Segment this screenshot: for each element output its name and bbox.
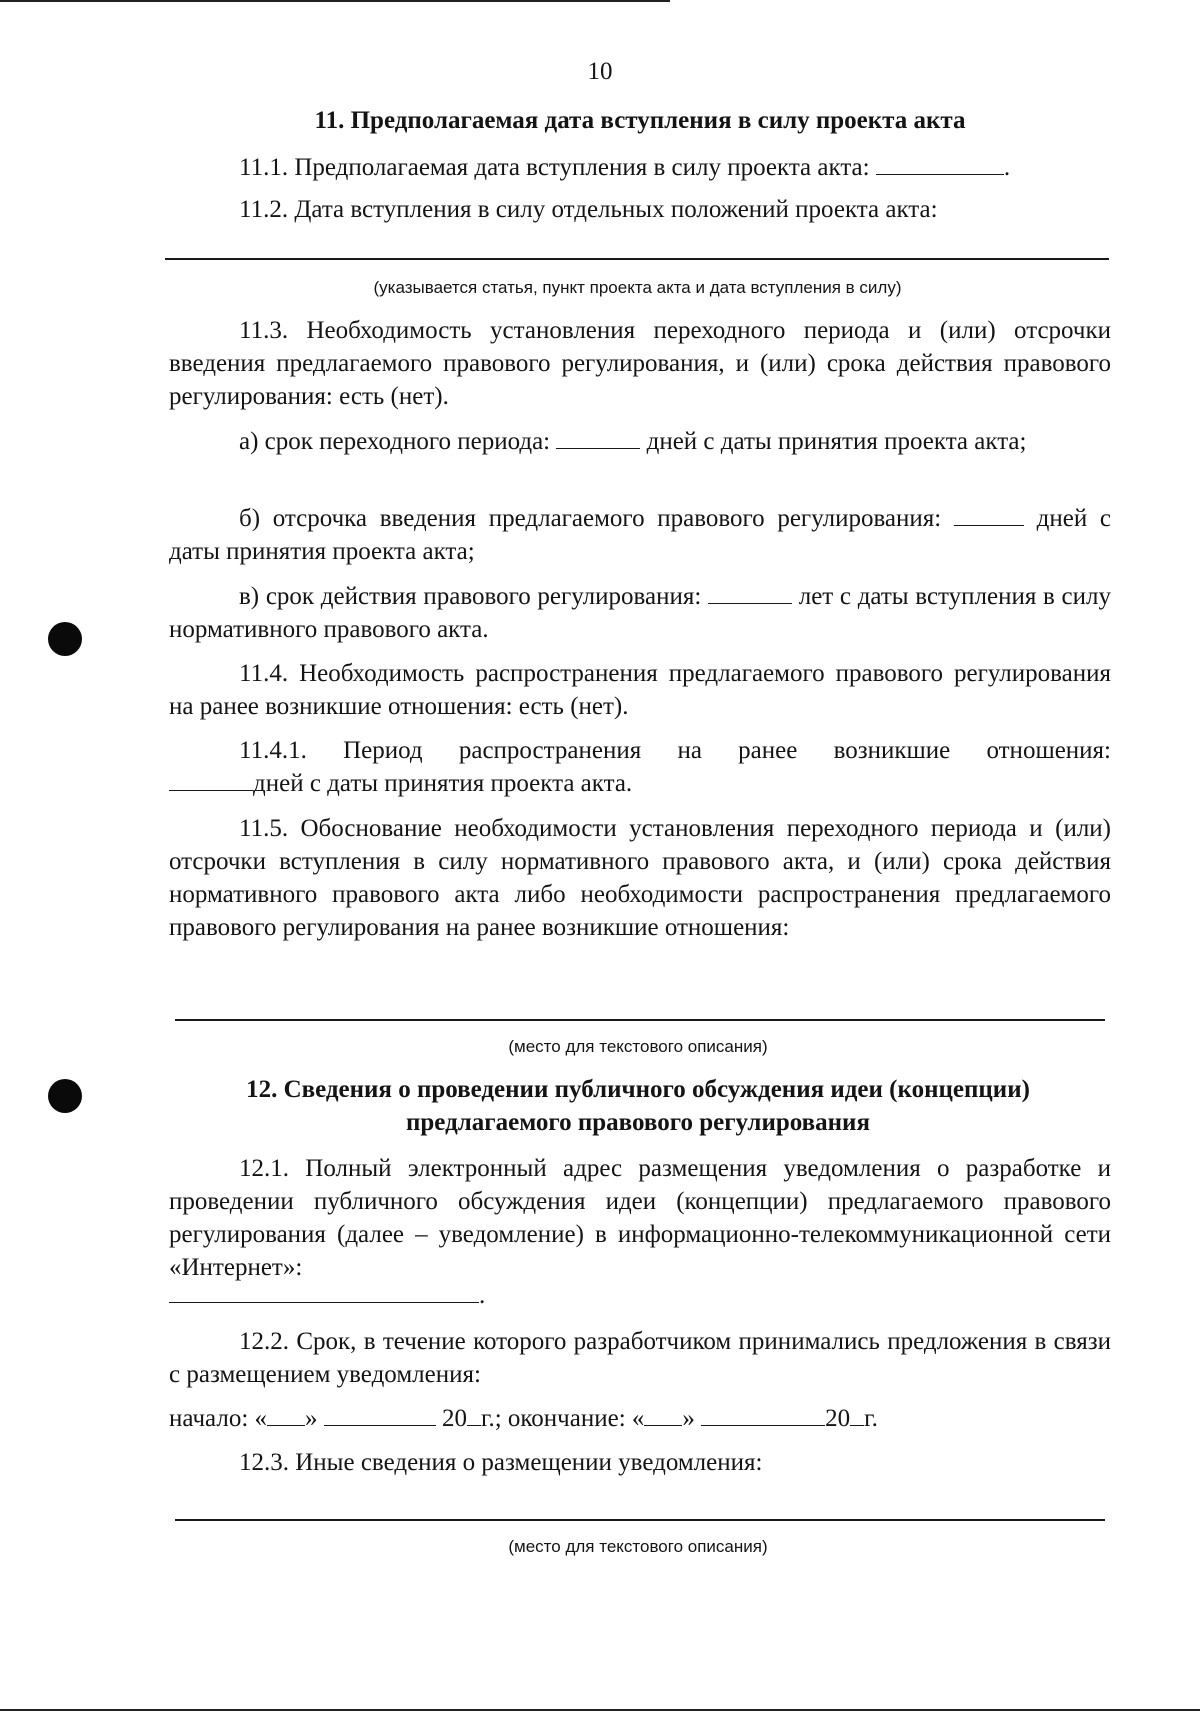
item-11-1-end: . bbox=[1003, 154, 1011, 181]
rule-11-5 bbox=[175, 1019, 1105, 1021]
item-11-4: 11.4. Необходимость распространения предлагаемого правового регулирования на ранее возникшие отношения: есть (нет). bbox=[169, 660, 1111, 720]
retro-days-blank[interactable] bbox=[169, 768, 253, 791]
start-label: начало: « bbox=[169, 1405, 268, 1432]
section-12-heading-line2: предлагаемого правового регулирования bbox=[406, 1109, 870, 1136]
rule-12-3 bbox=[175, 1519, 1105, 1521]
item-11-4-1-line1: 11.4.1. Период распространения на ранее возникшие отношения: bbox=[239, 737, 1111, 764]
end-label: г.; окончание: « bbox=[481, 1405, 645, 1432]
item-12-2-dates bbox=[169, 1402, 1109, 1435]
item-b-text: б) отсрочка введения предлагаемого правового регулирования: bbox=[239, 505, 954, 532]
transition-days-blank[interactable] bbox=[556, 426, 640, 449]
rule-11-2 bbox=[165, 258, 1109, 260]
item-11-2: 11.2. Дата вступления в силу отдельных положений проекта акта: bbox=[239, 196, 938, 223]
section-11-heading: 11. Предполагаемая дата вступления в силу проекта акта bbox=[314, 107, 966, 134]
item-a-text: а) срок переходного периода: bbox=[239, 428, 557, 455]
item-11-4-1-end: дней с даты принятия проекта акта. bbox=[253, 770, 633, 797]
item-v-text: в) срок действия правового регулирования: bbox=[239, 583, 709, 610]
start-year-prefix: 20 bbox=[442, 1405, 468, 1432]
end-quote-close: » bbox=[682, 1405, 695, 1432]
item-11-3-b bbox=[169, 502, 1111, 568]
deferral-days-blank[interactable] bbox=[954, 503, 1024, 526]
internet-address-blank[interactable] bbox=[169, 1280, 479, 1303]
end-year-prefix: 20 bbox=[825, 1405, 851, 1432]
end-month-blank[interactable] bbox=[701, 1403, 825, 1426]
punch-hole-1 bbox=[48, 622, 82, 656]
item-12-2: 12.2. Срок, в течение которого разработчиком принимались предложения в связи с размещением уведомления: bbox=[169, 1328, 1111, 1388]
end-year-suffix: г. bbox=[864, 1405, 878, 1432]
item-12-1-end: . bbox=[479, 1282, 486, 1309]
bottom-edge-line bbox=[0, 1709, 1200, 1711]
start-day-blank[interactable] bbox=[267, 1403, 305, 1426]
top-edge-line bbox=[0, 0, 670, 2]
end-year-blank[interactable] bbox=[850, 1403, 864, 1426]
caption-11-2: (указывается статья, пункт проекта акта и дата вступления в силу) bbox=[373, 278, 902, 297]
item-a-end: дней с даты принятия проекта акта; bbox=[640, 428, 1027, 455]
item-b-end: дней с даты принятия проекта акта; bbox=[169, 505, 1111, 565]
item-11-1 bbox=[239, 151, 1119, 184]
caption-12-3: (место для текстового описания) bbox=[508, 1537, 768, 1556]
start-year-blank[interactable] bbox=[467, 1403, 481, 1426]
item-11-1-text: 11.1. Предполагаемая дата вступления в силу проекта акта: bbox=[239, 154, 876, 181]
caption-11-5: (место для текстового описания) bbox=[508, 1037, 768, 1056]
start-month-blank[interactable] bbox=[324, 1403, 436, 1426]
end-day-blank[interactable] bbox=[644, 1403, 682, 1426]
item-11-4-1-line2 bbox=[169, 767, 1111, 800]
item-11-3-a bbox=[169, 425, 1111, 458]
item-11-3: 11.3. Необходимость установления переходного периода и (или) отсрочки введения предлагаемого правового регулирования, и (или) срока действия правового регулирования: есть (нет). bbox=[169, 317, 1111, 410]
date-blank[interactable] bbox=[876, 152, 1004, 175]
item-11-3-v bbox=[169, 580, 1111, 646]
item-12-1-blank-line bbox=[169, 1279, 569, 1312]
item-11-5: 11.5. Обоснование необходимости установления переходного периода и (или) отсрочки вступления в силу нормативного правового акта, и (или) срока действия нормативного правового акта либо необходимости распространения предлагаемого правового регулирования на ранее возникшие отношения: bbox=[169, 815, 1111, 941]
page-number: 10 bbox=[587, 58, 613, 85]
validity-years-blank[interactable] bbox=[708, 581, 792, 604]
item-11-4-1 bbox=[169, 734, 1111, 800]
item-12-3: 12.3. Иные сведения о размещении уведомления: bbox=[239, 1449, 763, 1476]
section-12-heading-line1: 12. Сведения о проведении публичного обсуждения идеи (концепции) bbox=[246, 1076, 1030, 1103]
item-v-end: лет с даты вступления в силу нормативного правового акта. bbox=[169, 583, 1111, 643]
item-12-1: 12.1. Полный электронный адрес размещения уведомления о разработке и проведении публичного обсуждения идеи (концепции) предлагаемого правового регулирования (далее – уведомление) в информационно-телекоммуникационной сети «Интернет»: bbox=[169, 1155, 1111, 1281]
start-quote-close: » bbox=[305, 1405, 318, 1432]
